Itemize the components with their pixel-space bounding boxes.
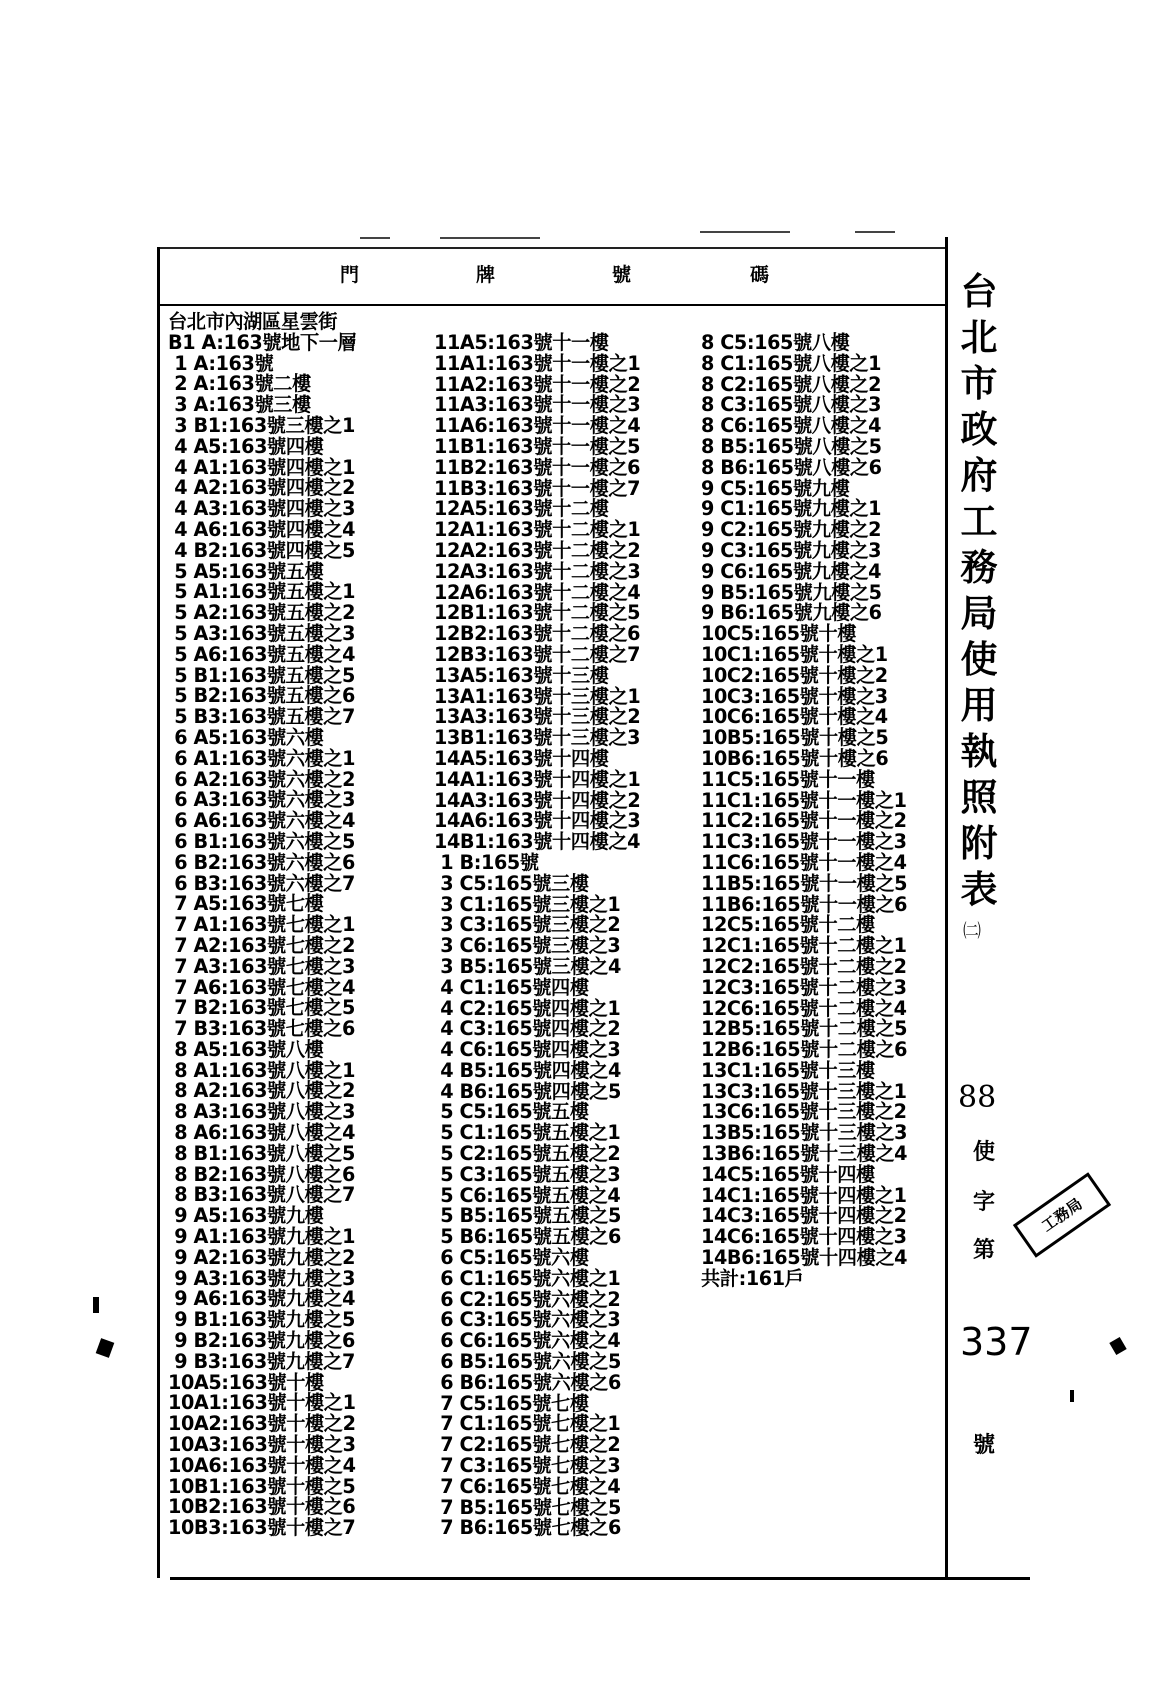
address-entry: 12A6:163號十二樓之4 <box>434 580 641 604</box>
address-entry: 8 C6:165號八樓之4 <box>701 414 882 438</box>
address-entry: 10A2:163號十樓之2 <box>168 1412 356 1436</box>
stamp-text: 工務局 <box>1038 1194 1086 1236</box>
scan-speck <box>93 1297 99 1313</box>
address-entry: 9 A2:163號九樓之2 <box>168 1245 356 1269</box>
side-title-char: 北 <box>960 315 998 359</box>
address-entry: 8 B2:163號八樓之6 <box>168 1162 355 1186</box>
address-entry: 7 B5:165號七樓之5 <box>434 1495 621 1519</box>
address-entry: 10B1:163號十樓之5 <box>168 1474 356 1498</box>
address-entry: 10C1:165號十樓之1 <box>701 642 888 666</box>
address-entry: 5 A2:163號五樓之2 <box>168 601 356 625</box>
header-rule <box>157 304 947 306</box>
address-entry: 4 A3:163號四樓之3 <box>168 497 356 521</box>
address-entry: 14A5:163號十四樓 <box>434 746 609 770</box>
address-entry: 5 B3:163號五樓之7 <box>168 705 355 729</box>
address-entry: 2 A:163號二樓 <box>168 372 311 396</box>
address-entry: 5 A6:163號五樓之4 <box>168 642 356 666</box>
address-entry: 9 C5:165號九樓 <box>701 476 850 500</box>
address-entry: 5 A1:163號五樓之1 <box>168 580 356 604</box>
address-entry: 12C3:165號十二樓之3 <box>701 975 907 999</box>
address-entry: 5 B2:163號五樓之6 <box>168 684 355 708</box>
address-entry: 5 A5:163號五樓 <box>168 559 324 583</box>
address-entry: 9 A3:163號九樓之3 <box>168 1266 356 1290</box>
address-entry: 11C6:165號十一樓之4 <box>701 850 907 874</box>
address-entry: 4 A6:163號四樓之4 <box>168 517 356 541</box>
address-column-1 <box>168 312 356 1539</box>
permit-char-2: 字 <box>973 1189 996 1215</box>
address-entry: 6 B3:163號六樓之7 <box>168 871 355 895</box>
address-entry: 8 A5:163號八樓 <box>168 1037 324 1061</box>
side-title-char: 市 <box>960 361 998 405</box>
address-entry: 11C2:165號十一樓之2 <box>701 809 907 833</box>
address-entry: 4 B5:165號四樓之4 <box>434 1058 621 1082</box>
address-entry: 10A5:163號十樓 <box>168 1370 324 1394</box>
address-entry: 8 A3:163號八樓之3 <box>168 1100 356 1124</box>
address-entry: 13B5:165號十三樓之3 <box>701 1121 908 1145</box>
address-entry: 13B6:165號十三樓之4 <box>701 1142 908 1166</box>
address-entry: 10C6:165號十樓之4 <box>701 705 888 729</box>
header-char-2: 牌 <box>476 264 496 286</box>
address-entry: 7 C2:165號七樓之2 <box>434 1433 621 1457</box>
table-header <box>160 250 945 304</box>
address-entry: 11C5:165號十一樓 <box>701 767 875 791</box>
address-entry: 7 B2:163號七樓之5 <box>168 996 355 1020</box>
address-entry: 10B3:163號十樓之7 <box>168 1516 356 1540</box>
address-entry: 5 C6:165號五樓之4 <box>434 1183 621 1207</box>
address-entry: 4 B6:165號四樓之5 <box>434 1079 621 1103</box>
address-entry: 11B5:165號十一樓之5 <box>701 871 908 895</box>
address-entry: 12B5:165號十二樓之5 <box>701 1017 908 1041</box>
scan-speck <box>96 1338 115 1358</box>
address-entry: 5 B1:163號五樓之5 <box>168 663 355 687</box>
address-entry: 10B6:165號十樓之6 <box>701 746 889 770</box>
address-entry: 9 B2:163號九樓之6 <box>168 1329 355 1353</box>
address-entry: 3 C3:165號三樓之2 <box>434 913 621 937</box>
address-entry: 11A6:163號十一樓之4 <box>434 414 641 438</box>
address-entry: 12A2:163號十二樓之2 <box>434 538 641 562</box>
address-entry: 6 A2:163號六樓之2 <box>168 767 356 791</box>
address-entry: 13C1:165號十三樓 <box>701 1058 875 1082</box>
side-title-char: 使 <box>960 637 998 681</box>
address-entry: 12A3:163號十二樓之3 <box>434 559 641 583</box>
address-entry: 8 C5:165號八樓 <box>701 331 850 354</box>
address-entry: 14C5:165號十四樓 <box>701 1162 875 1186</box>
permit-year: 88 <box>958 1080 997 1115</box>
address-entry: 7 C6:165號七樓之4 <box>434 1474 621 1498</box>
address-entry: 11B6:165號十一樓之6 <box>701 892 908 916</box>
address-entry: 3 B1:163號三樓之1 <box>168 413 355 437</box>
side-title-char: 附 <box>960 821 998 865</box>
address-entry: 4 C2:165號四樓之1 <box>434 996 621 1020</box>
side-title-char: 表 <box>960 867 998 911</box>
address-entry: 11C3:165號十一樓之3 <box>701 830 907 854</box>
address-entry: 4 A1:163號四樓之1 <box>168 455 356 479</box>
frame-right-line <box>945 237 948 1577</box>
address-entry: 14A3:163號十四樓之2 <box>434 788 641 812</box>
address-entry: 1 B:165號 <box>434 850 539 874</box>
address-entry: 11A1:163號十一樓之1 <box>434 351 641 375</box>
address-entry: 12B1:163號十二樓之5 <box>434 601 641 625</box>
address-entry: 6 A1:163號六樓之1 <box>168 746 356 770</box>
address-entry: 台北市內湖區星雲街 <box>168 310 338 333</box>
address-entry: 6 C5:165號六樓 <box>434 1246 589 1270</box>
side-title-char: 工 <box>960 499 998 543</box>
address-entry: 9 C2:165號九樓之2 <box>701 518 882 542</box>
frame-bottom-line <box>170 1577 1030 1580</box>
address-entry: 9 B3:163號九樓之7 <box>168 1349 355 1373</box>
address-entry: 4 A5:163號四樓 <box>168 434 324 458</box>
header-char-3: 號 <box>612 264 632 286</box>
side-title-char: 局 <box>960 591 998 635</box>
address-entry: 3 B5:165號三樓之4 <box>434 954 621 978</box>
permit-char-3: 第 <box>973 1237 996 1263</box>
header-char-1: 門 <box>340 264 360 286</box>
address-entry: 9 B5:165號九樓之5 <box>701 580 882 604</box>
address-entry: 6 A5:163號六樓 <box>168 725 324 749</box>
address-entry: 12B3:163號十二樓之7 <box>434 642 641 666</box>
address-entry: 10C2:165號十樓之2 <box>701 663 888 687</box>
address-entry: 8 C1:165號八樓之1 <box>701 351 882 375</box>
side-title-char: 用 <box>960 683 998 727</box>
address-entry: 4 C1:165號四樓 <box>434 975 589 999</box>
address-entry: 11B1:163號十一樓之5 <box>434 434 641 458</box>
frame-left-line <box>157 247 160 1578</box>
address-entry: 10B2:163號十樓之6 <box>168 1495 356 1519</box>
address-entry: 7 C3:165號七樓之3 <box>434 1454 621 1478</box>
address-entry: 8 A6:163號八樓之4 <box>168 1121 356 1145</box>
address-entry: 12C1:165號十二樓之1 <box>701 934 907 958</box>
address-entry: 9 C1:165號九樓之1 <box>701 497 882 521</box>
address-entry: 12A1:163號十二樓之1 <box>434 518 641 542</box>
address-entry: 9 B6:165號九樓之6 <box>701 601 882 625</box>
address-entry: 6 B6:165號六樓之6 <box>434 1370 621 1394</box>
address-entry: 7 C5:165號七樓 <box>434 1391 589 1415</box>
address-entry: 11A3:163號十一樓之3 <box>434 393 641 417</box>
scan-speck <box>1070 1390 1074 1402</box>
address-entry: 8 A2:163號八樓之2 <box>168 1079 356 1103</box>
address-entry: 12C5:165號十二樓 <box>701 913 875 937</box>
address-entry: 4 C6:165號四樓之3 <box>434 1038 621 1062</box>
address-entry: 8 C3:165號八樓之3 <box>701 393 882 417</box>
address-entry: 11C1:165號十一樓之1 <box>701 788 907 812</box>
address-entry: 5 C5:165號五樓 <box>434 1100 589 1124</box>
address-entry: 6 A6:163號六樓之4 <box>168 809 356 833</box>
address-entry: 7 A2:163號七樓之2 <box>168 933 356 957</box>
address-entry: 10B5:165號十樓之5 <box>701 726 889 750</box>
address-entry: 9 C6:165號九樓之4 <box>701 559 882 583</box>
address-entry: 12B6:165號十二樓之6 <box>701 1038 908 1062</box>
address-entry: 7 A3:163號七樓之3 <box>168 954 356 978</box>
address-entry: 14C6:165號十四樓之3 <box>701 1225 907 1249</box>
address-entry: 13A3:163號十三樓之2 <box>434 705 641 729</box>
scan-dash <box>360 237 390 239</box>
address-entry: 7 B3:163號七樓之6 <box>168 1017 355 1041</box>
address-entry: 8 B1:163號八樓之5 <box>168 1141 355 1165</box>
scan-speck <box>1109 1337 1126 1355</box>
address-entry: 13C6:165號十三樓之2 <box>701 1100 907 1124</box>
address-entry: 12C6:165號十二樓之4 <box>701 996 907 1020</box>
side-title-char: 台 <box>960 269 998 313</box>
scan-dash <box>440 237 540 239</box>
address-entry: 5 C1:165號五樓之1 <box>434 1121 621 1145</box>
address-entry: 9 C3:165號九樓之3 <box>701 538 882 562</box>
scan-dash <box>855 231 895 233</box>
address-entry: 4 B2:163號四樓之5 <box>168 538 355 562</box>
address-entry: 9 B1:163號九樓之5 <box>168 1308 355 1332</box>
address-entry: 6 C6:165號六樓之4 <box>434 1329 621 1353</box>
address-entry: 5 C3:165號五樓之3 <box>434 1162 621 1186</box>
address-entry: 8 B6:165號八樓之6 <box>701 455 882 479</box>
address-entry: 12B2:163號十二樓之6 <box>434 622 641 646</box>
address-entry: 4 C3:165號四樓之2 <box>434 1017 621 1041</box>
address-entry: 9 A6:163號九樓之4 <box>168 1287 356 1311</box>
handwritten-number: 337 <box>960 1320 1033 1364</box>
address-column-3 <box>701 333 907 1290</box>
address-entry: 7 C1:165號七樓之1 <box>434 1412 621 1436</box>
header-char-4: 碼 <box>750 264 770 286</box>
address-entry: 14A6:163號十四樓之3 <box>434 809 641 833</box>
side-title-char: 照 <box>960 775 998 819</box>
address-column-2 <box>434 333 640 1539</box>
address-entry: 3 A:163號三樓 <box>168 393 311 417</box>
address-entry: 12A5:163號十二樓 <box>434 497 609 521</box>
scan-dash <box>700 231 790 233</box>
address-entry: 6 B1:163號六樓之5 <box>168 829 355 853</box>
address-entry: 10A6:163號十樓之4 <box>168 1453 356 1477</box>
address-entry: 5 B5:165號五樓之5 <box>434 1204 621 1228</box>
address-entry: 10A3:163號十樓之3 <box>168 1433 356 1457</box>
address-entry: 11B2:163號十一樓之6 <box>434 455 641 479</box>
address-entry: 5 B6:165號五樓之6 <box>434 1225 621 1249</box>
address-entry: 6 B5:165號六樓之5 <box>434 1350 621 1374</box>
address-entry: 8 B5:165號八樓之5 <box>701 434 882 458</box>
address-entry: 10C3:165號十樓之3 <box>701 684 888 708</box>
address-entry: 11B3:163號十一樓之7 <box>434 476 641 500</box>
side-subtitle: ㈡ <box>963 921 981 942</box>
address-entry: 11A2:163號十一樓之2 <box>434 372 641 396</box>
address-entry: 9 A1:163號九樓之1 <box>168 1225 356 1249</box>
address-entry: 6 C3:165號六樓之3 <box>434 1308 621 1332</box>
address-entry: 14C1:165號十四樓之1 <box>701 1183 907 1207</box>
address-entry: 10C5:165號十樓 <box>701 622 857 646</box>
address-entry: 5 A3:163號五樓之3 <box>168 621 356 645</box>
address-entry: 10A1:163號十樓之1 <box>168 1391 356 1415</box>
side-title-char: 執 <box>960 729 998 773</box>
side-title-char: 政 <box>960 407 998 451</box>
address-entry: 3 C1:165號三樓之1 <box>434 892 621 916</box>
address-entry: 8 C2:165號八樓之2 <box>701 372 882 396</box>
stamp-seal <box>1013 1172 1111 1258</box>
address-entry: 共計:161戶 <box>701 1266 804 1290</box>
address-entry: B1 A:163號地下一層 <box>168 330 357 354</box>
address-entry: 3 C6:165號三樓之3 <box>434 934 621 958</box>
address-entry: 6 C2:165號六樓之2 <box>434 1287 621 1311</box>
address-entry: 14C3:165號十四樓之2 <box>701 1204 907 1228</box>
address-entry: 13A5:163號十三樓 <box>434 663 609 687</box>
permit-char-4: 號 <box>973 1432 996 1458</box>
address-entry: 5 C2:165號五樓之2 <box>434 1142 621 1166</box>
address-entry: 6 B2:163號六樓之6 <box>168 850 355 874</box>
address-entry: 7 B6:165號七樓之6 <box>434 1516 621 1540</box>
address-entry: 14A1:163號十四樓之1 <box>434 767 641 791</box>
side-title-char: 務 <box>960 545 998 589</box>
address-entry: 8 B3:163號八樓之7 <box>168 1183 355 1207</box>
address-entry: 13A1:163號十三樓之1 <box>434 684 641 708</box>
address-entry: 13C3:165號十三樓之1 <box>701 1079 907 1103</box>
address-entry: 11A5:163號十一樓 <box>434 331 609 354</box>
address-entry: 9 A5:163號九樓 <box>168 1204 324 1228</box>
address-entry: 6 C1:165號六樓之1 <box>434 1266 621 1290</box>
address-entry: 7 A5:163號七樓 <box>168 892 324 916</box>
address-entry: 6 A3:163號六樓之3 <box>168 788 356 812</box>
address-entry: 8 A1:163號八樓之1 <box>168 1058 356 1082</box>
address-entry: 7 A6:163號七樓之4 <box>168 975 356 999</box>
side-title-char: 府 <box>960 453 998 497</box>
side-title <box>952 268 1006 912</box>
address-entry: 4 A2:163號四樓之2 <box>168 476 356 500</box>
permit-char-1: 使 <box>973 1139 996 1165</box>
address-entry: 14B1:163號十四樓之4 <box>434 830 641 854</box>
address-entry: 1 A:163號 <box>168 351 274 375</box>
frame-top-line <box>157 247 947 249</box>
address-entry: 12C2:165號十二樓之2 <box>701 954 907 978</box>
address-entry: 13B1:163號十三樓之3 <box>434 726 641 750</box>
address-entry: 7 A1:163號七樓之1 <box>168 913 356 937</box>
address-entry: 14B6:165號十四樓之4 <box>701 1246 908 1270</box>
address-entry: 3 C5:165號三樓 <box>434 871 589 895</box>
